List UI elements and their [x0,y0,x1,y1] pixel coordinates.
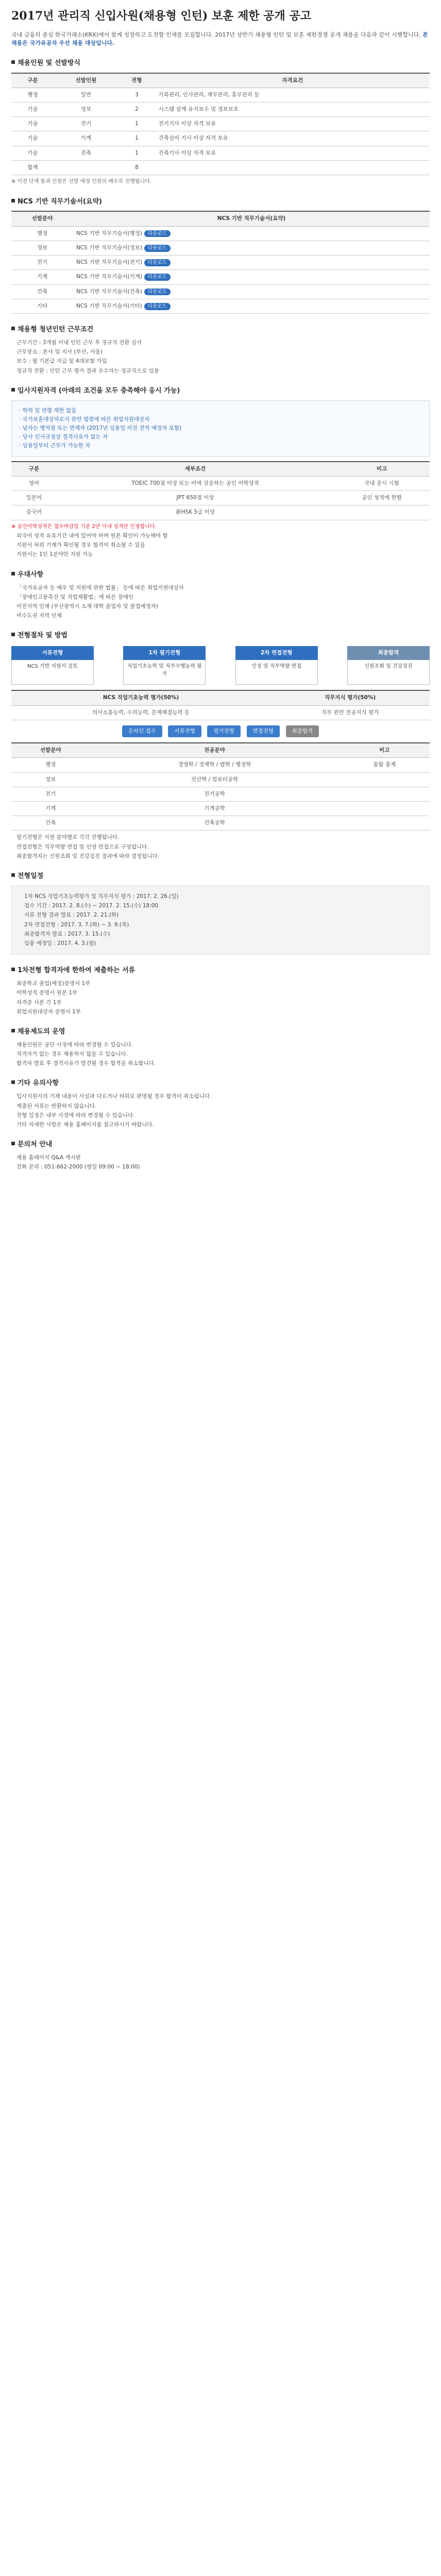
table-row [11,88,430,102]
cell: 통합 출제 [339,758,430,772]
t5-header: 전공분야 [90,743,339,758]
cell: 건축공학 [90,816,339,831]
table-row [11,117,430,131]
list-item: 이전지역 인재 (부산광역시 소재 대학 졸업자 및 졸업예정자) [16,603,158,609]
section-heading-preference: 우대사항 [11,570,430,580]
page-title: 2017년 관리직 신입사원(채용형 인턴) 보훈 제한 공개 공고 [11,9,311,23]
process-pill: 최종합격 [286,725,319,737]
list-item: 「국가유공자 등 예우 및 지원에 관한 법률」 등에 따른 취업지원대상자 [16,584,184,591]
cell: 1 [118,117,155,131]
t3-header: 비고 [334,462,430,477]
table-row [11,802,430,816]
process-badges [11,725,430,737]
list-item: 합격자 발표 후 결격사유가 발견될 경우 합격을 취소합니다. [16,1060,156,1067]
list-item: 자격증 사본 각 1부 [16,999,62,1006]
contact-item: 전화 문의 : 051-662-2000 (평일 09:00 ~ 18:00) [16,1164,140,1171]
cell: NCS 기반 직무기술서(건축) [76,288,143,295]
table-row [11,787,430,801]
t5-header: 선발분야 [11,743,90,758]
table-row [11,241,430,255]
list-item: 보수 : 월 기본급 지급 및 4대보험 가입 [16,358,107,365]
t4-header: NCS 직업기초능력 평가(50%) [11,690,270,705]
cell: 행정 [11,226,73,241]
list-item: 근무기간 : 3개월 이내 인턴 근무 후 정규직 전환 심사 [16,339,142,346]
cell [156,160,430,175]
cell: 2 [118,103,155,117]
list-item: 2차 면접전형 : 2017. 3. 7.(화) ~ 3. 9.(목) [24,921,129,928]
cell: 시스템 설계 유지보수 및 정보보호 [156,103,430,117]
list-item: 「장애인고용촉진 및 직업재활법」에 따른 장애인 [16,594,134,600]
cell: 기타 [11,299,73,313]
cell: 기계공학 [90,802,339,816]
table-row [11,284,430,299]
cell: NCS 기반 직무기술서(정보) [76,244,143,251]
cell: NCS 기반 직무기술서(기계) [76,274,143,280]
list-item: 지원서 허위 기재가 확인될 경우 합격이 취소될 수 있음 [16,542,145,549]
list-item: 채용인원은 공단 사정에 따라 변경될 수 있습니다. [16,1041,133,1048]
process-pill: 서류전형 [168,725,201,737]
table-row [11,705,430,720]
cell: 기술 [11,103,54,117]
section-heading-eligibility: 입사지원자격 (아래의 조건을 모두 충족해야 응시 가능) [11,386,430,396]
download-button[interactable]: 다운로드 [144,303,171,310]
cell: 건축 [54,146,118,160]
cell: 공인 성적에 한함 [334,491,430,505]
cell: 1 [118,131,155,146]
cell: 중국어 [11,505,57,520]
cell: 3 [118,88,155,102]
list-item: 1차 NCS 직업기초능력평가 및 직무지식 평가 : 2017. 2. 26.(일) [24,893,179,900]
cell: 행정 [11,758,90,772]
list-item: 입사지원서의 기재 내용이 사실과 다르거나 허위로 판명될 경우 합격이 취소됩니다. [16,1093,212,1100]
cell: 기계 [54,131,118,146]
list-item: 근무장소 : 본사 및 지사 (부산, 서울) [16,349,103,355]
cell: 기계 [11,802,90,816]
cell [334,505,430,520]
cell: 전기기사 이상 자격 보유 [156,117,430,131]
cell: 전산학 / 컴퓨터공학 [90,772,339,787]
table-row [11,160,430,175]
table-row [11,816,430,831]
section-heading-conditions: 채용형 청년인턴 근무조건 [11,325,430,335]
cell: 전기 [11,787,90,801]
major-table [11,742,430,831]
section-heading-schedule: 전형일정 [11,872,430,882]
cell: 기술 [11,117,54,131]
intro-text [11,31,430,47]
list-item: 제출된 서류는 반환하지 않습니다. [16,1103,97,1109]
t1-header: 전형 [118,73,155,88]
list-item: 전형 일정은 내부 사정에 따라 변경될 수 있습니다. [16,1112,135,1118]
cell: 경영학 / 경제학 / 법학 / 행정학 [90,758,339,772]
section-heading-process: 전형절차 및 방법 [11,631,430,641]
list-item: 최종합격자는 신원조회 및 건강검진 결과에 따라 결정됩니다. [16,853,159,859]
section-heading-documents: 1차전형 합격자에 한하여 제출하는 서류 [11,966,430,976]
cell: 영어 [11,476,57,490]
list-item: 적격자가 없는 경우 채용하지 않을 수 있습니다. [16,1051,128,1058]
cell: 건축 [11,284,73,299]
list-item: 비수도권 지역 인재 [16,613,62,619]
cell: 합계 [11,160,54,175]
recruitment-table [11,73,430,176]
t1-note: ※ 이전 단계 통과 인원은 선발 예정 인원의 배수로 진행됩니다. [11,179,152,185]
cell: 의사소통능력, 수리능력, 문제해결능력 등 [11,705,270,720]
cell: 전기 [54,117,118,131]
contact-item[interactable]: 채용 홈페이지 Q&A 게시판 [16,1155,81,1161]
cell: NCS 기반 직무기술서(전기) [76,259,143,266]
cell: 기술 [11,131,54,146]
cell: JPT 650점 이상 [57,491,334,505]
t1-header: 선발인원 [54,73,118,88]
list-item: 지원서는 1인 1분야만 지원 가능 [16,551,93,558]
list-item: 외국어 성적 유효기간 내에 있어야 하며 원본 확인이 가능해야 함 [16,533,168,539]
table-row [11,226,430,241]
t1-header: 자격요건 [156,73,430,88]
intro-highlight: 본 채용은 국가유공자 우선 채용 대상입니다. [11,31,428,46]
ncs-table [11,211,430,314]
cell: 전기공학 [90,787,339,801]
table-row [11,491,430,505]
list-item: · 임용일부터 근무가 가능한 자 [19,443,91,449]
table-row [11,476,430,490]
cell: 정보 [54,103,118,117]
table-row [11,103,430,117]
cell [339,802,430,816]
list-item: 면접전형은 직무역량 면접 및 인성 면접으로 구성됩니다. [16,843,149,850]
schedule-box [11,886,430,955]
table-row [11,758,430,772]
cell: 건축 [11,816,90,831]
list-item: 서류 전형 결과 발표 : 2017. 2. 21.(화) [24,912,119,919]
download-button[interactable]: 다운로드 [144,274,171,281]
t2-header: 선발분야 [11,211,73,226]
flow-step: 최종합격 신원조회 및 건강검진 [347,646,430,685]
list-item: 최종학교 졸업(예정)증명서 1부 [16,980,91,987]
cell [339,787,430,801]
list-item: 취업지원대상자 증명서 1부 [16,1008,81,1015]
table-row [11,256,430,270]
list-item: 어학성적 증명서 원본 1부 [16,990,78,996]
section-heading-notes: 기타 유의사항 [11,1079,430,1089]
download-button[interactable]: 다운로드 [144,230,171,238]
flow-step: 서류전형 NCS 기반 지원서 검토 [11,646,94,685]
cell: 국내 응시 시험 [334,476,430,490]
cell: 건축설비 기사 이상 자격 보유 [156,131,430,146]
written-test-table [11,690,430,720]
cell: TOEIC 700점 이상 또는 이에 상응하는 공인 어학성적 [57,476,334,490]
cell [54,160,118,175]
cell: NCS 기반 직무기술서(행정) [76,230,143,236]
list-item: · 국가보훈대상자로서 관련 법령에 따른 취업지원대상자 [19,416,150,422]
intro-line: 국내 금융의 중심 한국거래소(KRX)에서 함께 성장하고 도전할 인재를 모집합니다. 2017년 상반기 채용형 인턴 및 보훈 제한경쟁 공개 채용을 다음과 같이 시행합니다. [11,31,421,38]
table-row [11,146,430,160]
download-button[interactable]: 다운로드 [144,289,171,296]
cell: 정보 [11,772,90,787]
process-pill: 온라인 접수 [122,725,162,737]
table-row [11,505,430,520]
list-item: · 당사 인사규정상 결격사유가 없는 자 [19,434,108,440]
t4-header: 직무지식 평가(50%) [270,690,430,705]
cell: 8 [118,160,155,175]
language-table [11,461,430,520]
cell: 건축기사 이상 자격 보유 [156,146,430,160]
cell: 1 [118,146,155,160]
section-heading-ncs: NCS 기반 직무기술서(요약) [11,197,430,207]
list-item: · 남자는 병역필 또는 면제자 (2017년 임용일 이전 전역 예정자 포함) [19,425,182,432]
cell: 정보 [11,241,73,255]
list-item: 최종합격자 발표 : 2017. 3. 15.(수) [24,930,110,937]
t3-header: 구분 [11,462,57,477]
cell: 행정 [11,88,54,102]
cell: 전기 [11,256,73,270]
cell: 일본어 [11,491,57,505]
table-row [11,270,430,284]
section-heading-recruitment: 채용인원 및 선발방식 [11,59,430,69]
cell: 기계 [11,270,73,284]
list-item: 임용 예정일 : 2017. 4. 3.(월) [24,940,96,947]
flow-step: 1차 필기전형 직업기초능력 및 직무수행능력 평가 [123,646,206,685]
list-item: 기타 자세한 사항은 채용 홈페이지를 참고하시기 바랍니다. [16,1121,154,1128]
cell: 직무 관련 전공지식 평가 [270,705,430,720]
flow-step: 2차 면접전형 인성 및 직무역량 면접 [235,646,318,685]
list-item: 접수 기간 : 2017. 2. 8.(수) ~ 2017. 2. 15.(수) 18:00 [24,903,159,909]
list-item: 필기전형은 지원 분야별로 각각 진행됩니다. [16,834,120,841]
cell [339,772,430,787]
t2-header: NCS 기반 직무기술서(요약) [73,211,430,226]
process-flow [11,646,430,685]
t1-header: 구분 [11,73,54,88]
download-button[interactable]: 다운로드 [144,245,171,252]
process-pill: 면접전형 [247,725,280,737]
process-pill: 필기전형 [207,725,241,737]
table-row [11,299,430,313]
table-row [11,131,430,146]
t5-header: 비고 [339,743,430,758]
cell: NCS 기반 직무기술서(기타) [76,302,143,309]
section-heading-operation: 채용제도의 운영 [11,1027,430,1037]
cell: 新HSK 5급 이상 [57,505,334,520]
list-item: · 학력 및 연령 제한 없음 [19,407,77,414]
list-item: 정규직 전환 : 인턴 근무 평가 결과 우수자는 정규직으로 임용 [16,367,160,374]
download-button[interactable]: 다운로드 [144,259,171,266]
cell: 기록관리, 인사관리, 재무관리, 총무관리 등 [156,88,430,102]
t3-note: ※ 공인어학성적은 접수마감일 기준 2년 이내 성적만 인정합니다. [11,523,157,530]
cell: 기술 [11,146,54,160]
eligibility-box [11,400,430,457]
table-row [11,772,430,787]
cell: 일반 [54,88,118,102]
cell [339,816,430,831]
section-heading-contact: 문의처 안내 [11,1140,430,1150]
t3-header: 세부조건 [57,462,334,477]
